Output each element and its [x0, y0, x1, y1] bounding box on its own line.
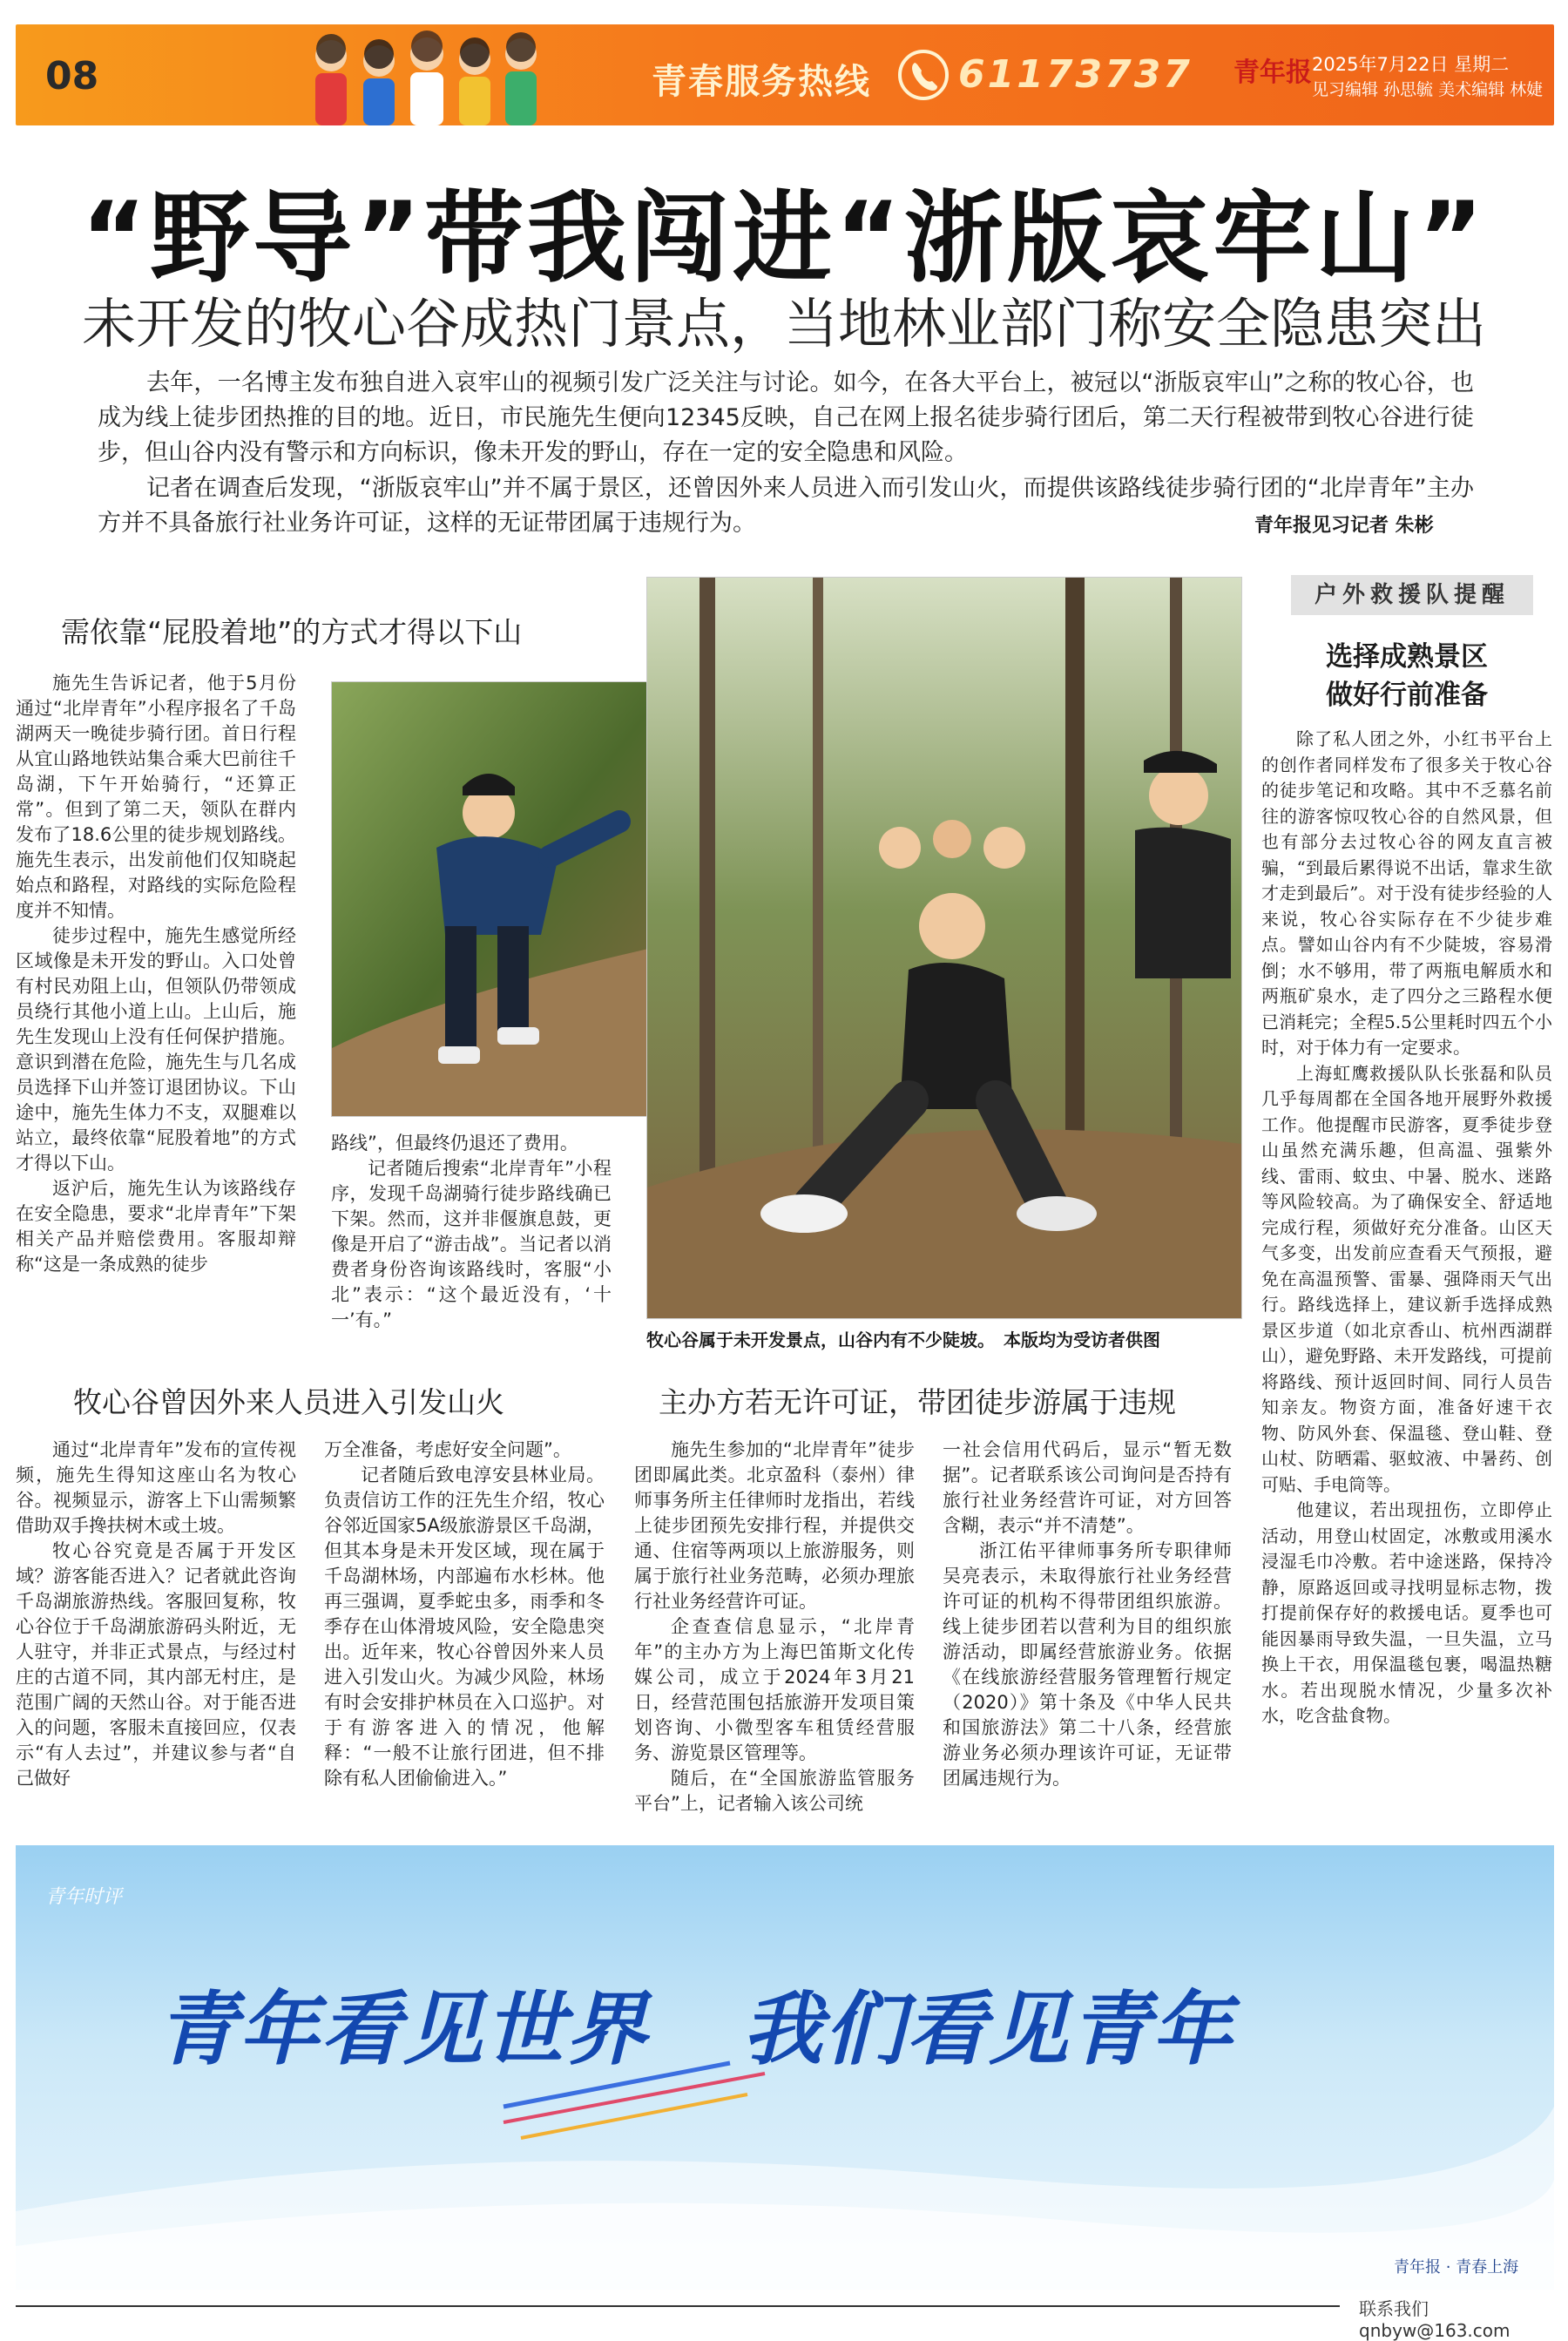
ad-slogan: [157, 1965, 1233, 2081]
paragraph: 浙江佑平律师事务所专职律师吴亮表示，未取得旅行社业务经营许可证的机构不得带团组织旅游。线上徒步团若以营利为目的组织旅游活动，即属经营旅游业务。依据《在线旅游经营服务管理暂行规定（2020）》第十条及《中华人民共和国旅游法》第二十八条，经营旅游业务必须办理该许可证，无证带团属违规行为。: [943, 1540, 1232, 1789]
sidebar-title: [1261, 638, 1552, 714]
subheadline: 未开发的牧心谷成热门景点，当地林业部门称安全隐患突出: [81, 292, 1486, 355]
hiker-photo: [331, 681, 672, 1117]
paragraph: 一社会信用代码后，显示“暂无数据”。记者联系该公司询问是否持有旅行社业务经营许可证，对方回答含糊，表示“并不清楚”。: [943, 1439, 1232, 1536]
byline: 青年报见习记者 朱彬: [1254, 515, 1434, 537]
paragraph: 随后，在“全国旅游监管服务平台”上，记者输入该公司统: [634, 1768, 915, 1814]
photo-caption: 牧心谷属于未开发景点，山谷内有不少陡坡。 本版均为受访者供图: [646, 1329, 1160, 1350]
footer-contact: 联系我们 qnbyw@163.com: [1359, 2298, 1511, 2341]
footer-rule: [16, 2305, 1340, 2307]
sidebar-title-line2: 做好行前准备: [1326, 680, 1488, 711]
sidebar-tag: 户外救援队提醒: [1291, 575, 1533, 615]
section1-left-text: [16, 671, 296, 1277]
paragraph: 牧心谷究竟是否属于开发区域？游客能否进入？记者就此咨询千岛湖旅游热线。客服回复称，牧心谷位于千岛湖旅游码头附近，无人驻守，并非正式景点，与经过村庄的古道不同，其内部无村庄，是范围广阔的天然山谷。对于能否进入的问题，客服未直接回应，仅表示“有人去过”，并建议参与者“自己做好: [16, 1540, 296, 1789]
paragraph: 记者随后搜索“北岸青年”小程序，发现千岛湖骑行徒步路线确已下架。然而，这并非偃旗息鼓，更像是开启了“游击战”。当记者以消费者身份咨询该路线时，客服“小北”表示：“这个最近没有，‘十一’有。”: [331, 1158, 612, 1330]
masthead-logo: 青年报: [1233, 58, 1312, 88]
section1-title: 需依靠“屁股着地”的方式才得以下山: [61, 615, 523, 649]
paragraph: 施先生参加的“北岸青年”徒步团即属此类。北京盈科（泰州）律师事务所主任律师时龙指出，若线上徒步团预先安排行程，并提供交通、住宿等两项以上旅游服务，则属于旅行社业务范畴，必须办理旅行社业务经营许可证。: [634, 1439, 915, 1612]
paragraph: 通过“北岸青年”发布的宣传视频，施先生得知这座山名为牧心谷。视频显示，游客上下山需频繁借助双手搀扶树木或土坡。: [16, 1439, 296, 1536]
section2-title: 牧心谷曾因外来人员进入引发山火: [73, 1385, 504, 1419]
sidebar-body: [1261, 727, 1552, 1729]
lead-paragraph-1: 去年，一名博主发布独自进入哀牢山的视频引发广泛关注与讨论。如今，在各大平台上，被冠以“浙版哀牢山”之称的牧心谷，也成为线上徒步团热推的目的地。近日，市民施先生便向12345反映，自己在网上报名徒步骑行团后，第二天行程被带到牧心谷进行徒步，但山谷内没有警示和方向标识，像未开发的野山，存在一定的安全隐患和风险。: [98, 369, 1474, 466]
sidebar-title-line1: 选择成熟景区: [1326, 641, 1488, 673]
section3-title: 主办方若无许可证，带团徒步游属于违规: [659, 1385, 1176, 1419]
lead-paragraph-2: 记者在调查后发现，“浙版哀牢山”并不属于景区，还曾因外来人员进入而引发山火，而提供该路线徒步骑行团的“北岸青年”主办方并不具备旅行社业务许可证，这样的无证带团属于违规行为。: [98, 475, 1474, 537]
paragraph: 企查查信息显示，“北岸青年”的主办方为上海巴笛斯文化传媒公司，成立于2024年3月21日，经营范围包括旅游开发项目策划咨询、小微型客车租赁经营服务、游览景区管理等。: [634, 1616, 915, 1763]
paragraph: 徒步过程中，施先生感觉所经区域像是未开发的野山。入口处曾有村民劝阻上山，但领队仍带领成员绕行其他小道上山。上山后，施先生发现山上没有任何保护措施。意识到潜在危险，施先生与几名成员选择下山并签订退团协议。下山途中，施先生体力不支，双腿难以站立，最终依靠“屁股着地”的方式才得以下山。: [16, 925, 296, 1174]
phone-icon: [897, 49, 950, 101]
paragraph: 上海虹鹰救援队队长张磊和队员几乎每周都在全国各地开展野外救援工作。他提醒市民游客，夏季徒步登山虽然充满乐趣，但高温、强紫外线、雷雨、蚊虫、中暑、脱水、迷路等风险较高。为了确保安全、舒适地完成行程，须做好充分准备。山区天气多变，出发前应查看天气预报，避免在高温预警、雷暴、强降雨天气出行。路线选择上，建议新手选择成熟景区步道（如北京香山、杭州西湖群山），避免野路、未开发路线，可提前将路线、预计返回时间、同行人员告知亲友。物资方面，准备好速干衣物、防风外套、保温毯、登山鞋、登山杖、防晒霜、驱蚊液、中暑药、创可贴、手电筒等。: [1261, 1062, 1552, 1495]
people-icon: [315, 30, 537, 125]
paragraph: 万全准备，考虑好安全问题”。: [324, 1439, 571, 1460]
section2-col1: [16, 1438, 296, 1791]
section3-col1: [634, 1438, 915, 1817]
ad-slogan-part1: 青年看见世界: [157, 1982, 649, 2076]
paragraph: 除了私人团之外，小红书平台上的创作者同样发布了很多关于牧心谷的徒步笔记和攻略。其中不乏慕名前往的游客惊叹牧心谷的自然风景，但也有部分去过牧心谷的网友直言被骗，“到最后累得说不出话，靠求生欲才走到最后”。对于没有徒步经验的人来说，牧心谷实际存在不少徒步难点。譬如山谷内有不少陡坡，容易滑倒；水不够用，带了两瓶电解质水和两瓶矿泉水，走了四分之三路程水便已消耗完；全程5.5公里耗时四五个小时，对于体力有一定要求。: [1261, 728, 1552, 1058]
paragraph: 他建议，若出现扭伤，立即停止活动，用登山杖固定，冰敷或用溪水浸湿毛巾冷敷。若中途迷路，保持冷静，原路返回或寻找明显标志物，拨打提前保存好的救援电话。夏季也可能因暴雨导致失温，一旦失温，立马换上干衣，用保温毯包裹，喝温热糖水。若出现脱水情况，少量多次补水，吃含盐食物。: [1261, 1499, 1552, 1726]
paragraph: 施先生告诉记者，他于5月份通过“北岸青年”小程序报名了千岛湖两天一晚徒步骑行团。首日行程从宜山路地铁站集合乘大巴前往千岛湖，下午开始骑行，“还算正常”。但到了第二天，领队在群内发布了18.6公里的徒步规划路线。施先生表示，出发前他们仅知晓起始点和路程，对路线的实际危险程度并不知情。: [16, 673, 296, 921]
page-number: 08: [45, 54, 99, 98]
hotline-number: 61173737: [958, 52, 1193, 97]
cartoon-people-illustration: [296, 19, 558, 125]
paragraph: 记者随后致电淳安县林业局。负责信访工作的汪先生介绍，牧心谷邻近国家5A级旅游景区千岛湖，但其本身是未开发区域，现在属于千岛湖林场，内部遍布水杉林。他再三强调，夏季蛇虫多，雨季和冬季存在山体滑坡风险，安全隐患突出。近年来，牧心谷曾因外来人员进入引发山火。为减少风险，林场有时会安排护林员在入口巡护。对于有游客进入的情况，他解释：“一般不让旅行团进，但不排除有私人团偷偷进入。”: [324, 1465, 605, 1789]
section3-col2: [943, 1438, 1232, 1791]
ad-slogan-part2: 我们看见青年: [742, 1982, 1234, 2076]
headline: “野导”带我闯进“浙版哀牢山”: [81, 180, 1487, 296]
group-hikers-photo: [646, 577, 1242, 1319]
section2-col2: [324, 1438, 605, 1791]
paragraph: 返沪后，施先生认为该路线存在安全隐患，要求“北岸青年”下架相关产品并赔偿费用。客服却辩称“这是一条成熟的徒步: [16, 1178, 296, 1275]
paragraph: 路线”，但最终仍退还了费用。: [331, 1133, 578, 1154]
hotline-label: 青春服务热线: [652, 62, 871, 102]
ad-column-name: 青年时评: [45, 1886, 123, 1908]
ad-logos: 青年报 · 青春上海: [1394, 2258, 1519, 2277]
editors-credit: 见习编辑 孙思毓 美术编辑 林婕: [1312, 80, 1544, 99]
issue-date: 2025年7月22日 星期二: [1312, 54, 1510, 75]
section1-right-text: [331, 1131, 612, 1333]
